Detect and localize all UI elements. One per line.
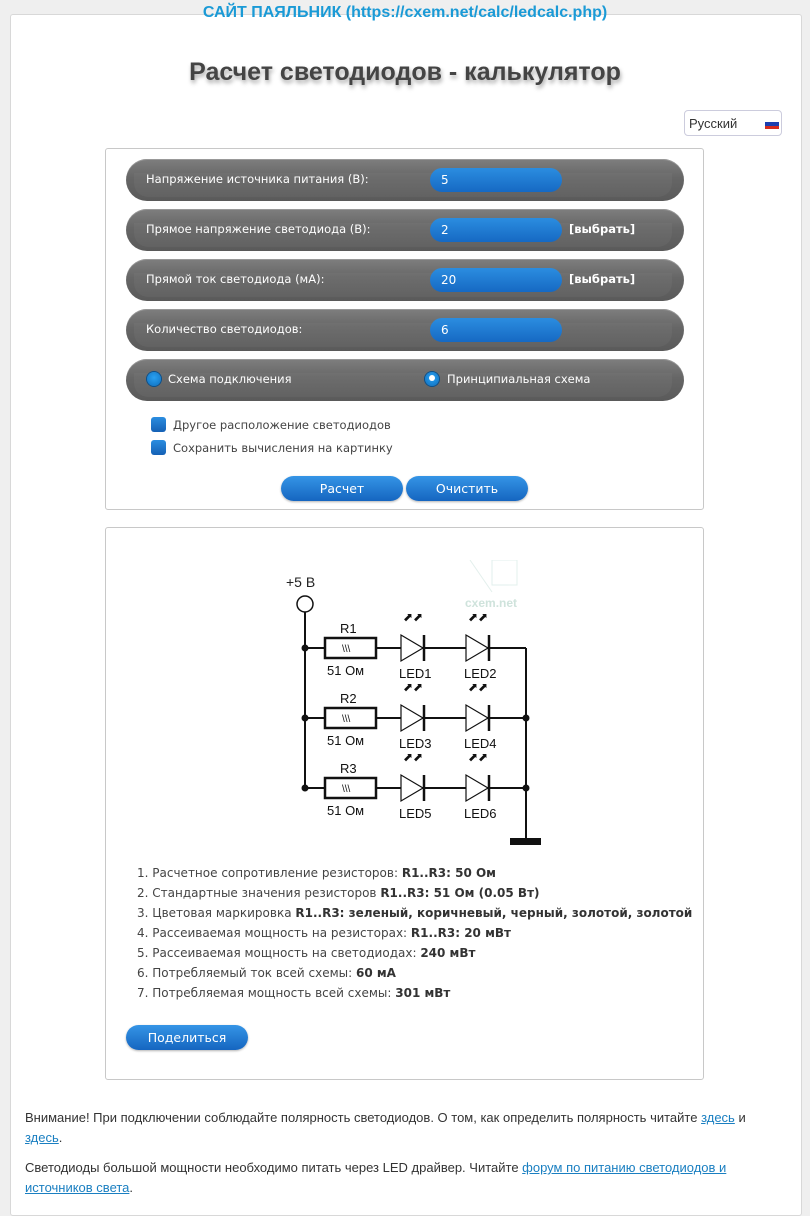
light-arrows-icon: ⬈⬈	[403, 680, 424, 694]
led-label: LED2	[464, 666, 497, 681]
resistor-hatch: \\\	[342, 784, 351, 795]
led-led5-icon	[401, 775, 423, 801]
led-led4-icon	[466, 705, 488, 731]
field-supply-voltage	[126, 159, 684, 201]
field-label: Количество светодиодов:	[146, 322, 303, 336]
driver-note: Светодиоды большой мощности необходимо питать через LED драйвер. Читайте форум по питанию светодиодов и источников света.	[25, 1160, 727, 1195]
polarity-link-1[interactable]: здесь	[701, 1110, 735, 1125]
led-label: LED6	[464, 806, 497, 821]
result-item: 4. Рассеиваемая мощность на резисторах: R1..R3: 20 мВт	[137, 926, 511, 940]
field-label: Напряжение источника питания (В):	[146, 172, 369, 186]
field-forward-voltage	[126, 209, 684, 251]
view-mode-row	[126, 359, 684, 401]
led-label: LED3	[399, 736, 432, 751]
polarity-link-2[interactable]: здесь	[25, 1130, 59, 1145]
resistor-hatch: \\\	[342, 714, 351, 725]
clear-button[interactable]: Очистить	[406, 476, 528, 501]
radio-label: Принципиальная схема	[447, 372, 591, 386]
supply-voltage-input[interactable]	[430, 168, 562, 192]
led-led2-icon	[466, 635, 488, 661]
field-label: Прямой ток светодиода (мА):	[146, 272, 325, 286]
select-forward-current-link[interactable]: [выбрать]	[569, 272, 636, 286]
resistor-value: 51 Ом	[327, 663, 365, 678]
led-label: LED1	[399, 666, 432, 681]
led-led3-icon	[401, 705, 423, 731]
junction-dot	[302, 645, 309, 652]
supply-label: +5 В	[286, 574, 316, 590]
led-power-forum-link[interactable]: форум по питанию светодиодов и источников света	[25, 1160, 727, 1195]
polarity-note: Внимание! При подключении соблюдайте полярность светодиодов. О том, как определить полярность читайте здесь и здесь.	[25, 1110, 746, 1145]
led-label: LED4	[464, 736, 497, 751]
result-item: 7. Потребляемая мощность всей схемы: 301 мВт	[137, 986, 451, 1000]
russia-flag-icon	[765, 119, 779, 129]
junction-dot	[523, 785, 530, 792]
radio-schematic[interactable]	[425, 372, 439, 386]
select-forward-voltage-link[interactable]: [выбрать]	[569, 222, 636, 236]
junction-dot	[302, 715, 309, 722]
calculate-button[interactable]: Расчет	[281, 476, 403, 501]
result-item: 3. Цветовая маркировка R1..R3: зеленый, коричневый, черный, золотой, золотой	[137, 906, 693, 920]
led-count-input[interactable]	[430, 318, 562, 342]
site-title: САЙТ ПАЯЛЬНИК (https://cxem.net/calc/ledcalc.php)	[202, 4, 608, 21]
light-arrows-icon: ⬈⬈	[403, 750, 424, 764]
result-item: 6. Потребляемый ток всей схемы: 60 мА	[137, 966, 396, 980]
share-button[interactable]: Поделиться	[126, 1025, 248, 1050]
language-select[interactable]	[684, 110, 782, 136]
resistor-label: R1	[340, 621, 357, 636]
checkbox-label: Сохранить вычисления на картинку	[173, 441, 393, 455]
radio-label: Схема подключения	[168, 372, 292, 386]
field-led-count	[126, 309, 684, 351]
resistor-r2	[325, 708, 376, 728]
result-item: 1. Расчетное сопротивление резисторов: R1..R3: 50 Ом	[137, 866, 496, 880]
resistor-r3	[325, 778, 376, 798]
led-led6-icon	[466, 775, 488, 801]
led-schematic	[270, 560, 560, 860]
resistor-hatch: \\\	[342, 644, 351, 655]
ground-symbol	[510, 838, 541, 845]
light-arrows-icon: ⬈⬈	[403, 610, 424, 624]
resistor-label: R3	[340, 761, 357, 776]
led-led1-icon	[401, 635, 423, 661]
radio-connection-diagram[interactable]	[147, 372, 161, 386]
language-label: Русский	[689, 116, 738, 131]
page-title: Расчет светодиодов - калькулятор	[189, 58, 621, 86]
result-item: 2. Стандартные значения резисторов R1..R3: 51 Ом (0.05 Вт)	[137, 886, 540, 900]
light-arrows-icon: ⬈⬈	[468, 610, 489, 624]
resistor-value: 51 Ом	[327, 803, 365, 818]
watermark-text: cxem.net	[465, 596, 518, 610]
resistor-label: R2	[340, 691, 357, 706]
junction-dot	[523, 715, 530, 722]
checkbox-label: Другое расположение светодиодов	[173, 418, 391, 432]
light-arrows-icon: ⬈⬈	[468, 680, 489, 694]
supply-terminal	[297, 596, 313, 612]
led-label: LED5	[399, 806, 432, 821]
resistor-r1	[325, 638, 376, 658]
checkbox-save-image[interactable]	[151, 440, 166, 455]
forward-voltage-input[interactable]	[430, 218, 562, 242]
forward-current-input[interactable]	[430, 268, 562, 292]
field-label: Прямое напряжение светодиода (В):	[146, 222, 371, 236]
light-arrows-icon: ⬈⬈	[468, 750, 489, 764]
checkbox-alt-layout[interactable]	[151, 417, 166, 432]
junction-dot	[302, 785, 309, 792]
resistor-value: 51 Ом	[327, 733, 365, 748]
field-forward-current	[126, 259, 684, 301]
result-item: 5. Рассеиваемая мощность на светодиодах: 240 мВт	[137, 946, 476, 960]
results-list	[137, 864, 692, 1004]
watermark	[470, 560, 517, 592]
